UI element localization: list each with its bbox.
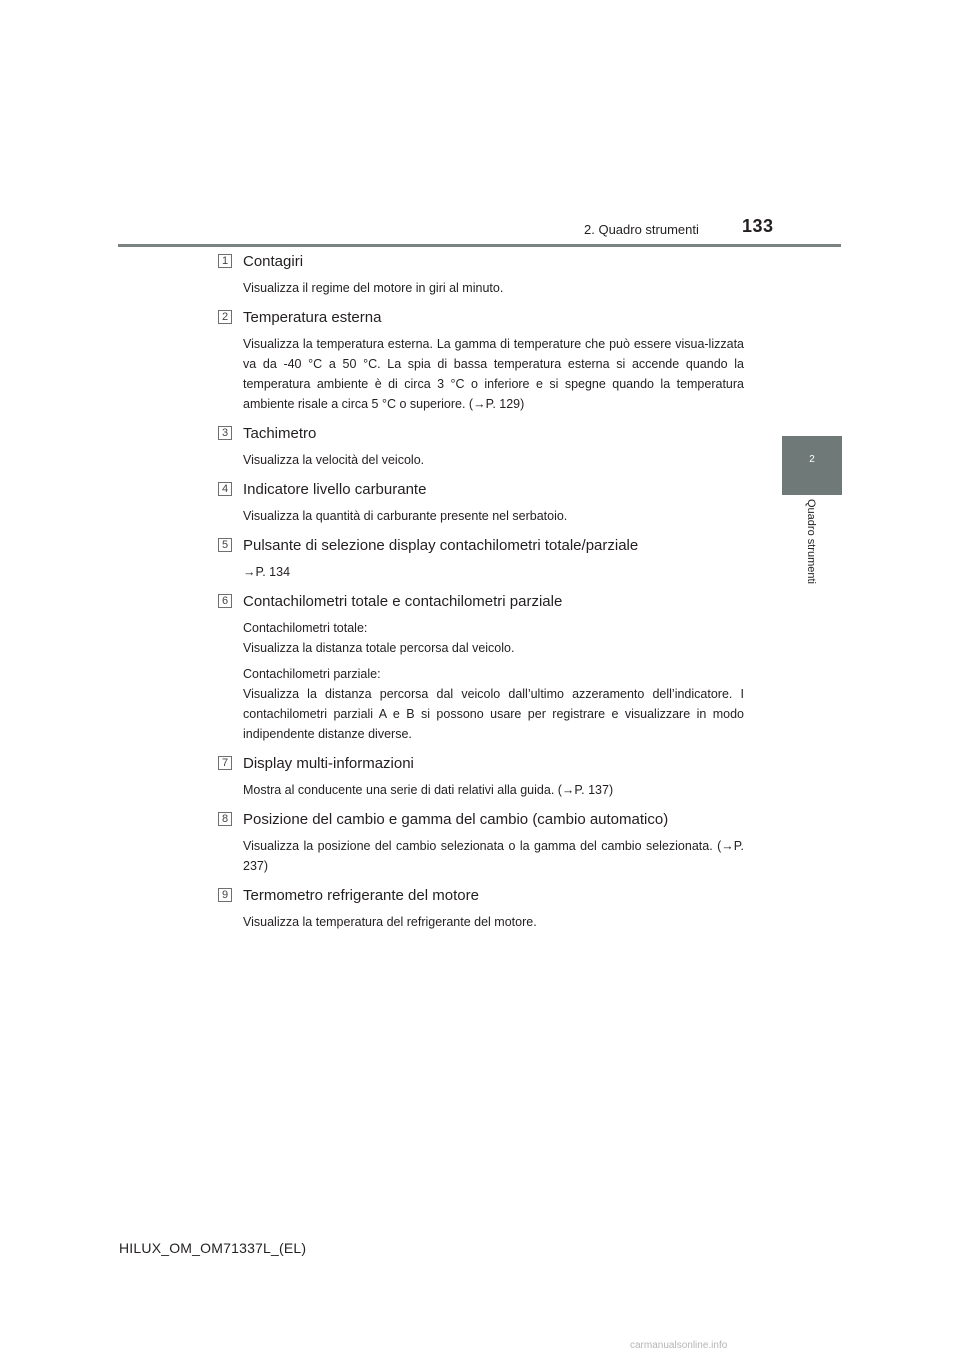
list-item	[218, 810, 744, 876]
document-code: HILUX_OM_OM71337L_(EL)	[119, 1240, 307, 1256]
item-title: Pulsante di selezione display contachilometri totale/parziale	[243, 537, 639, 554]
list-item	[218, 252, 744, 298]
item-title: Indicatore livello carburante	[243, 481, 427, 498]
list-item	[218, 480, 744, 526]
item-description: Visualizza il regime del motore in giri al minuto.	[243, 281, 504, 295]
item-title: Display multi-informazioni	[243, 755, 414, 772]
item-description: Visualizza la distanza totale percorsa dal veicolo.	[243, 641, 515, 655]
list-item	[218, 886, 744, 932]
chapter-tab-label: Quadro strumenti	[805, 499, 817, 584]
item-number-badge: 2	[218, 310, 232, 324]
list-item	[218, 424, 744, 470]
item-description: Visualizza la temperatura del refrigerante del motore.	[243, 915, 537, 929]
item-title: Posizione del cambio e gamma del cambio (cambio automatico)	[243, 811, 669, 828]
item-number-badge: 5	[218, 538, 232, 552]
item-description: Visualizza la velocità del veicolo.	[243, 453, 425, 467]
page-header-section: 2. Quadro strumenti	[584, 222, 699, 237]
list-item	[218, 308, 744, 414]
header-rule	[118, 244, 841, 247]
item-subheading: Contachilometri totale:	[243, 621, 368, 635]
item-description: Visualizza la posizione del cambio selezionata o la gamma del cambio selezionata. (→P. 237)	[243, 839, 744, 873]
item-description: Visualizza la quantità di carburante presente nel serbatoio.	[243, 509, 568, 523]
watermark-text: carmanualsonline.info	[630, 1340, 728, 1351]
item-description: Visualizza la temperatura esterna. La gamma di temperature che può essere visua-lizzata va da -40 °C a 50 °C. La spia di bassa temperatura esterna si accende quando la temperatura ambiente è di circa 3 °C o inferiore e si spegne quando la temperatura ambiente risale a circa 5 °C o superiore. (→P. 129)	[243, 337, 744, 411]
item-number-badge: 9	[218, 888, 232, 902]
item-number-badge: 3	[218, 426, 232, 440]
item-number-badge: 6	[218, 594, 232, 608]
item-list	[218, 252, 744, 932]
item-number-badge: 4	[218, 482, 232, 496]
item-title: Temperatura esterna	[243, 309, 382, 326]
item-number-badge: 8	[218, 812, 232, 826]
list-item	[218, 754, 744, 800]
item-description: Visualizza la distanza percorsa dal veicolo dall’ultimo azzeramento dell’indicatore. I contachilometri parziali A e B si possono usare per registrare e visualizzare in modo indipendente distanze diverse.	[243, 687, 744, 741]
item-number-badge: 1	[218, 254, 232, 268]
list-item	[218, 592, 744, 744]
page-reference-link[interactable]: →P. 134	[243, 565, 291, 579]
item-number-badge: 7	[218, 756, 232, 770]
item-title: Termometro refrigerante del motore	[243, 887, 479, 904]
chapter-tab[interactable]	[782, 436, 842, 495]
list-item	[218, 536, 744, 582]
chapter-tab-number: 2	[809, 454, 815, 465]
page-number: 133	[742, 216, 774, 236]
item-title: Contachilometri totale e contachilometri parziale	[243, 593, 563, 610]
chapter-rail	[782, 495, 842, 610]
item-title: Tachimetro	[243, 425, 317, 442]
item-description: Mostra al conducente una serie di dati relativi alla guida. (→P. 137)	[243, 783, 614, 797]
item-subheading: Contachilometri parziale:	[243, 667, 381, 681]
item-title: Contagiri	[243, 253, 304, 270]
